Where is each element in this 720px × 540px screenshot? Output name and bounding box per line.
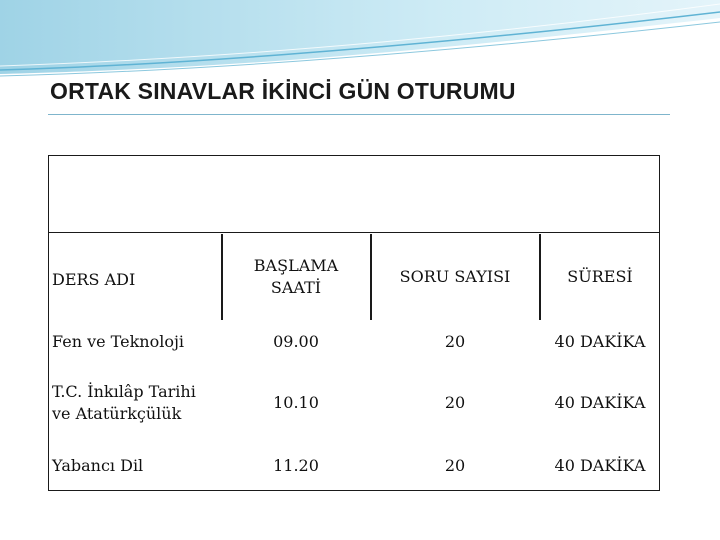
table-blank-row [49, 156, 659, 233]
exam-schedule-table [48, 155, 660, 491]
table-row-2-ders-line1: T.C. İnkılâp Tarihi [52, 382, 196, 402]
table-row-2-sure: 40 DAKİKA [554, 393, 646, 413]
table-row-3-soru: 20 [444, 456, 466, 476]
table-row-1-saat: 09.00 [273, 332, 319, 352]
header-wave-decoration [0, 0, 720, 80]
header-baslama-line1: BAŞLAMA [253, 256, 339, 276]
table-row-3-saat: 11.20 [273, 456, 319, 476]
table-row-2-saat: 10.10 [273, 393, 319, 413]
header-ders-adi: DERS ADI [52, 270, 136, 290]
table-row-3-sure: 40 DAKİKA [554, 456, 646, 476]
table-row-2-soru: 20 [444, 393, 466, 413]
table-row-2-ders-line2: ve Atatürkçülük [52, 404, 182, 423]
table-row-2-ders [49, 364, 221, 442]
table-row-1-ders: Fen ve Teknoloji [52, 332, 185, 352]
table-row-3-ders: Yabancı Dil [52, 456, 144, 476]
header-suresi: SÜRESİ [567, 267, 633, 287]
table-row-1-sure: 40 DAKİKA [554, 332, 646, 352]
table-row-1-soru: 20 [444, 332, 466, 352]
slide-title: ORTAK SINAVLAR İKİNCİ GÜN OTURUMU [50, 78, 516, 104]
title-divider [48, 114, 670, 115]
header-soru-sayisi: SORU SAYISI [399, 267, 511, 287]
header-baslama-saati [222, 234, 370, 320]
header-baslama-line2: SAATİ [270, 278, 322, 297]
